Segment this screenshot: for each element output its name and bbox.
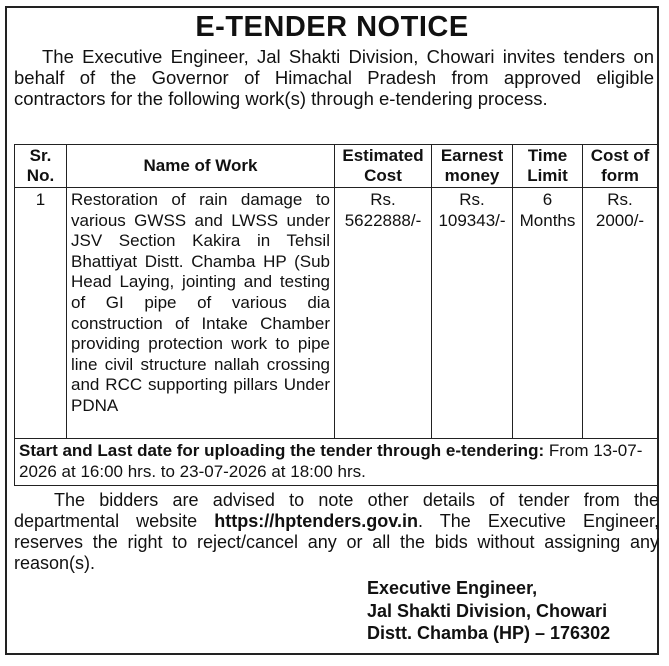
- intro-paragraph: [14, 46, 654, 109]
- header-sr-no: Sr. No.: [15, 145, 67, 188]
- dates-row: [15, 439, 658, 486]
- cell-earnest-money: Rs. 109343/-: [432, 188, 513, 439]
- signature-division: Jal Shakti Division, Chowari: [367, 600, 608, 621]
- notice-title: E-TENDER NOTICE: [195, 11, 469, 43]
- works-table: [14, 144, 658, 486]
- dates-label: Start and Last date for uploading the tender through e-tendering:: [19, 441, 545, 460]
- website-link[interactable]: https://hptenders.gov.in: [214, 511, 418, 531]
- tender-notice-frame: [5, 6, 659, 655]
- bidders-note: [14, 490, 659, 574]
- header-earnest-money: Earnest money: [432, 145, 513, 188]
- header-name-of-work: Name of Work: [67, 145, 335, 188]
- bidders-note-text: The bidders are advised to note other details of tender from the departmental website: [14, 490, 659, 531]
- intro-text: The Executive Engineer, Jal Shakti Division, Chowari invites tenders on behalf of the Governor of Himachal Pradesh from approved eligible contractors for the following work(s) through e-tendering process.: [14, 46, 654, 109]
- header-estimated-cost: Estimated Cost: [335, 145, 432, 188]
- header-time-limit: Time Limit: [513, 145, 583, 188]
- dates-text: From 13-07-2026 at 16:00 hrs. to 23-07-2026 at 18:00 hrs.: [19, 441, 643, 481]
- dates-cell: [15, 439, 658, 486]
- bidders-note-text-end: . The Executive Engineer, reserves the right to reject/cancel any or all the bids without assigning any reason(s).: [14, 511, 660, 573]
- cell-sr-no: 1: [15, 188, 67, 439]
- cell-time-limit: 6 Months: [513, 188, 583, 439]
- signature-address: Distt. Chamba (HP) – 176302: [367, 623, 611, 643]
- cell-cost-of-form: Rs. 2000/-: [583, 188, 658, 439]
- table-header-row: [15, 145, 658, 188]
- header-cost-of-form: Cost of form: [583, 145, 658, 188]
- signature-designation: Executive Engineer,: [367, 578, 538, 598]
- signature-block: [367, 577, 610, 645]
- cell-estimated-cost: Rs. 5622888/-: [335, 188, 432, 439]
- table-row: [15, 188, 658, 439]
- cell-name-of-work: Restoration of rain damage to various GWSS and LWSS under JSV Section Kakira in Tehsil Bhattiyat Distt. Chamba HP (Sub Head Laying, jointing and testing of GI pipe of various dia construction of Intake Chamber providing protection work to pipe line civil structure nallah crossing and RCC supporting pillars Under PDNA: [67, 188, 335, 439]
